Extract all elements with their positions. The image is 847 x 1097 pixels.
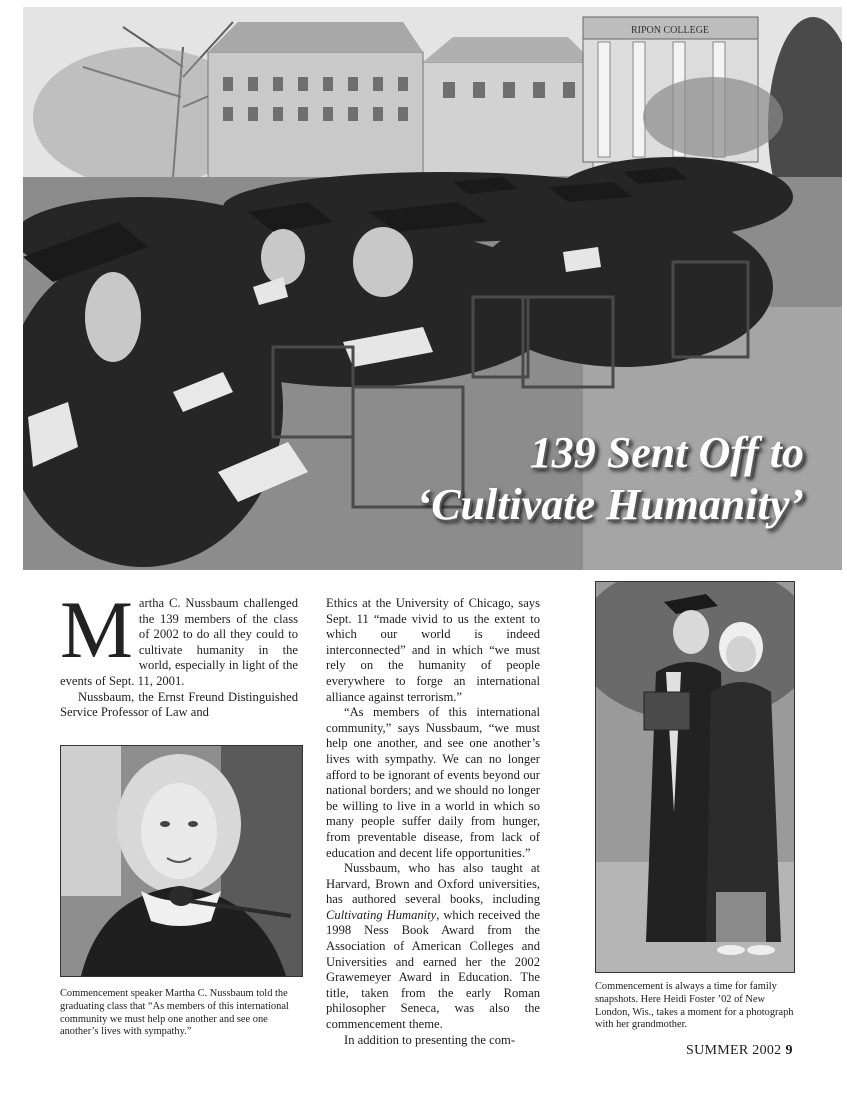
lead-text: artha C. Nussbaum challenged the 139 members of the class of 2002 to do all they could to cultivate humanity in the world, especially in light of the events of Sept. 11, 2001.: [60, 596, 298, 688]
family-photo: [595, 581, 795, 973]
article-paragraph: “As members of this international community,” says Nussbaum, “we must help one another, and see one another’s lives with sympathy. We can no longer afford to be ignorant of events beyond our national borders; and we should no longer be willing to live in a world in which so many people suffer daily from hunger, from preventable disease, from lack of education and decent life opportunities.”: [326, 705, 540, 860]
lead-paragraph: [60, 584, 298, 690]
speaker-photo-caption: Commencement speaker Martha C. Nussbaum told the graduating class that “As members of this international community we must help one another and see one another’s lives with sympathy.”: [60, 988, 289, 1038]
article-column-2: [326, 596, 540, 1048]
drop-cap: M: [60, 584, 133, 675]
page-folio: [686, 1043, 793, 1059]
article-paragraph: Nussbaum, the Ernst Freund Distinguished Service Professor of Law and: [60, 689, 298, 720]
book-title: Cultivating Humanity: [326, 907, 437, 922]
paragraph-text: Nussbaum, who has also taught at Harvard, Brown and Oxford universities, has authored several books, including: [326, 861, 540, 907]
issue-date: SUMMER 2002: [686, 1043, 782, 1058]
paragraph-text: , which received the 1998 Ness Book Award from the Association of American Colleges and Universities and earned her the 2002 Grawemeyer Award in Education. The title, taken from the early Roman philosopher Seneca, was also the commencement theme.: [326, 907, 540, 1032]
article-paragraph: In addition to presenting the com-: [344, 1032, 516, 1047]
headline-line-2: ‘Cultivate Humanity’: [416, 480, 804, 529]
family-photo-caption: Commencement is always a time for family snapshots. Here Heidi Foster ’02 of New London, Wis., takes a moment for a photograph with her grandmother.: [595, 981, 794, 1031]
graduate-grandmother-illustration: [596, 582, 794, 972]
building-sign: RIPON COLLEGE: [630, 25, 710, 36]
article-headline: [417, 427, 804, 531]
article-paragraph: [326, 861, 540, 1033]
article-column-1: [60, 584, 298, 721]
speaker-photo: [60, 745, 303, 977]
hero-photo: [23, 7, 842, 570]
headline-line-1: 139 Sent Off to: [529, 428, 804, 477]
page-number: 9: [785, 1043, 793, 1058]
speaker-portrait-illustration: [61, 746, 302, 976]
article-paragraph: Ethics at the University of Chicago, says Sept. 11 “made vivid to us the extent to which our world is indeed interconnected” and in which “we must rely on the humanity of people everywhere to forge an international alliance against terrorism.”: [326, 596, 540, 704]
